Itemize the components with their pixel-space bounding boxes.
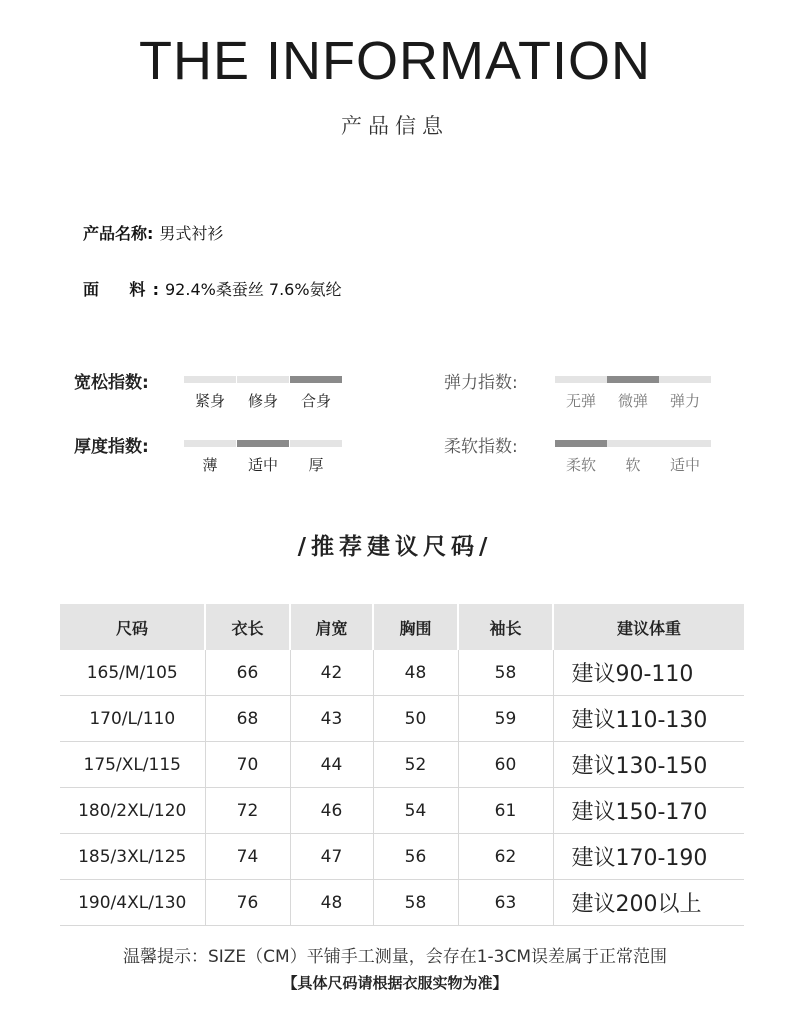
fit-option-3: 合身	[300, 392, 331, 410]
header-size: 尺码	[60, 604, 205, 650]
fit-index-bar-3	[290, 376, 342, 383]
product-name-label: 产品名称:	[83, 224, 154, 243]
softness-index-bar-2	[607, 440, 659, 447]
table-row	[60, 650, 744, 696]
thickness-option-3: 厚	[308, 456, 324, 474]
page-subtitle: 产品信息	[341, 114, 449, 138]
material-row	[83, 277, 342, 300]
cell-chest: 48	[373, 650, 458, 696]
fit-index	[74, 368, 374, 418]
product-name-value: 男式衬衫	[159, 224, 224, 243]
size-note: 【具体尺码请根据衣服实物为准】	[282, 974, 508, 992]
softness-index-label: 柔软指数:	[444, 437, 518, 457]
fit-option-1: 紧身	[194, 392, 225, 410]
table-row	[60, 788, 744, 834]
elasticity-index-bar-1	[555, 376, 607, 383]
cell-length: 68	[205, 696, 290, 742]
cell-size: 175/XL/115	[60, 742, 205, 788]
header-chest: 胸围	[373, 604, 458, 650]
cell-size: 190/4XL/130	[60, 880, 205, 926]
cell-weight: 建议90-110	[553, 650, 744, 696]
cell-sleeve: 60	[458, 742, 553, 788]
thickness-index-bar-1	[184, 440, 236, 447]
thickness-index	[74, 432, 374, 482]
material-label: 面 料:	[83, 280, 159, 299]
cell-sleeve: 61	[458, 788, 553, 834]
cell-weight: 建议110-130	[553, 696, 744, 742]
cell-chest: 54	[373, 788, 458, 834]
header-length: 衣长	[205, 604, 290, 650]
cell-length: 72	[205, 788, 290, 834]
cell-shoulder: 42	[290, 650, 373, 696]
cell-sleeve: 58	[458, 650, 553, 696]
fit-index-bar-1	[184, 376, 236, 383]
softness-option-3: 适中	[669, 456, 700, 474]
cell-sleeve: 62	[458, 834, 553, 880]
page-title: THE INFORMATION	[139, 31, 651, 91]
cell-chest: 56	[373, 834, 458, 880]
cell-size: 170/L/110	[60, 696, 205, 742]
cell-chest: 58	[373, 880, 458, 926]
elasticity-index	[444, 368, 744, 418]
softness-option-2: 软	[625, 456, 641, 474]
thickness-option-2: 适中	[247, 456, 278, 474]
cell-shoulder: 48	[290, 880, 373, 926]
fit-index-bar-2	[237, 376, 289, 383]
cell-size: 180/2XL/120	[60, 788, 205, 834]
size-section-title: /推荐建议尺码/	[297, 534, 493, 560]
thickness-index-bar-3	[290, 440, 342, 447]
cell-weight: 建议200以上	[553, 880, 744, 926]
table-row	[60, 834, 744, 880]
elasticity-option-1: 无弹	[565, 392, 596, 410]
header-weight: 建议体重	[553, 604, 744, 650]
cell-weight: 建议130-150	[553, 742, 744, 788]
table-row	[60, 880, 744, 926]
cell-shoulder: 46	[290, 788, 373, 834]
elasticity-option-2: 微弹	[617, 392, 648, 410]
elasticity-index-bar-2	[607, 376, 659, 383]
fit-index-label: 宽松指数:	[74, 373, 149, 393]
softness-option-1: 柔软	[565, 456, 596, 474]
cell-length: 76	[205, 880, 290, 926]
cell-length: 66	[205, 650, 290, 696]
size-table	[60, 604, 744, 926]
header-sleeve: 袖长	[458, 604, 553, 650]
table-row	[60, 696, 744, 742]
cell-length: 74	[205, 834, 290, 880]
cell-sleeve: 59	[458, 696, 553, 742]
cell-weight: 建议170-190	[553, 834, 744, 880]
product-name-row	[83, 221, 223, 244]
cell-length: 70	[205, 742, 290, 788]
softness-index	[444, 432, 744, 482]
thickness-index-label: 厚度指数:	[74, 437, 149, 457]
cell-chest: 52	[373, 742, 458, 788]
thickness-index-bar-2	[237, 440, 289, 447]
fit-option-2: 修身	[247, 392, 278, 410]
elasticity-index-bar-3	[659, 376, 711, 383]
material-value: 92.4%桑蚕丝 7.6%氨纶	[165, 280, 342, 299]
cell-sleeve: 63	[458, 880, 553, 926]
cell-weight: 建议150-170	[553, 788, 744, 834]
cell-size: 185/3XL/125	[60, 834, 205, 880]
thickness-option-1: 薄	[202, 456, 218, 474]
size-table-header	[60, 604, 744, 650]
cell-shoulder: 44	[290, 742, 373, 788]
softness-index-bar-1	[555, 440, 607, 447]
cell-shoulder: 47	[290, 834, 373, 880]
measurement-tip: 温馨提示：SIZE（CM）平铺手工测量，会存在1-3CM误差属于正常范围	[122, 947, 668, 967]
cell-chest: 50	[373, 696, 458, 742]
elasticity-option-3: 弹力	[669, 392, 700, 410]
softness-index-bar-3	[659, 440, 711, 447]
cell-shoulder: 43	[290, 696, 373, 742]
table-row	[60, 742, 744, 788]
cell-size: 165/M/105	[60, 650, 205, 696]
header-shoulder: 肩宽	[290, 604, 373, 650]
elasticity-index-label: 弹力指数:	[444, 373, 518, 393]
